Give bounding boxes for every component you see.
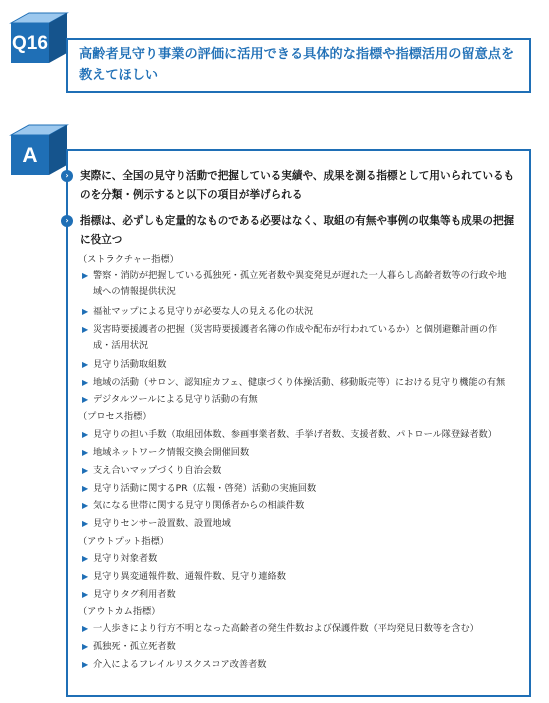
category-label: （ストラクチャー指標） — [78, 254, 179, 265]
list-item: ▶ 地域の活動（サロン、認知症カフェ、健康づくり体操活動、移動販売等）における見守り機能の有無 — [82, 375, 512, 391]
a-badge: A — [22, 144, 38, 167]
list-item: ▶ 警察・消防が把握している孤独死・孤立死者数や異変発見が遅れた一人暮らし高齢者数等の行政や地域への情報提供状況 — [82, 270, 507, 297]
triangle-bullet-icon: ▶ — [82, 448, 89, 457]
triangle-bullet-icon: ▶ — [82, 378, 89, 387]
list-item: ▶ 一人歩きにより行方不明となった高齢者の発生件数および保護件数（平均発見日数等を含む） — [82, 621, 512, 637]
triangle-bullet-icon: ▶ — [82, 590, 89, 599]
q-cube-icon — [7, 9, 69, 63]
list-item: ▶ 支え合いマップづくり自治会数 — [82, 463, 512, 479]
list-item: ▶ デジタルツールによる見守り活動の有無 — [82, 392, 512, 408]
list-item: ▶ 気になる世帯に関する見守り関係者からの相談件数 — [82, 498, 512, 514]
triangle-bullet-icon: ▶ — [82, 325, 89, 334]
list-item: ▶ 見守り異変通報件数、通報件数、見守り連絡数 — [82, 569, 512, 585]
triangle-bullet-icon: ▶ — [82, 519, 89, 528]
category-label: （アウトプット指標） — [78, 536, 169, 547]
list-item: ▶ 見守り活動に関するPR（広報・啓発）活動の実施回数 — [82, 481, 512, 497]
category-label: （プロセス指標） — [78, 411, 152, 422]
triangle-bullet-icon: ▶ — [82, 484, 89, 493]
answer-bullet: › 指標は、必ずしも定量的なものである必要はなく、取組の有無や事例の収集等も成果の把握に役立つ — [80, 212, 520, 250]
list-item: ▶ 見守り活動取組数 — [82, 357, 512, 373]
chevron-circle-icon: › — [61, 170, 73, 182]
answer-bullet: › 実際に、全国の見守り活動で把握している実績や、成果を測る指標として用いられているものを分類・例示すると以下の項目が挙げられる — [80, 167, 520, 205]
chevron-circle-icon: › — [61, 215, 73, 227]
list-item: ▶ 地域ネットワーク情報交換会開催回数 — [82, 445, 512, 461]
list-item: ▶ 見守りタグ利用者数 — [82, 587, 512, 603]
triangle-bullet-icon: ▶ — [82, 642, 89, 651]
list-item: ▶ 福祉マップによる見守りが必要な人の見える化の状況 — [82, 304, 512, 320]
list-item: ▶ 災害時要援護者の把握（災害時要援護者名簿の作成や配布が行われているか）と個別避難計画の作成・活用状況 — [82, 324, 498, 351]
list-item: ▶ 見守りセンサー設置数、設置地域 — [82, 516, 512, 532]
triangle-bullet-icon: ▶ — [82, 572, 89, 581]
triangle-bullet-icon: ▶ — [82, 466, 89, 475]
triangle-bullet-icon: ▶ — [82, 360, 89, 369]
triangle-bullet-icon: ▶ — [82, 501, 89, 510]
triangle-bullet-icon: ▶ — [82, 660, 89, 669]
triangle-bullet-icon: ▶ — [82, 395, 89, 404]
a-cube-icon — [7, 121, 69, 175]
q-badge: Q16 — [12, 33, 48, 54]
question-title: 高齢者見守り事業の評価に活用できる具体的な指標や指標活用の留意点を教えてほしい — [79, 47, 515, 83]
triangle-bullet-icon: ▶ — [82, 271, 89, 280]
list-item: ▶ 見守りの担い手数（取組団体数、参画事業者数、手挙げ者数、支援者数、パトロール隊登録者数） — [82, 427, 512, 443]
triangle-bullet-icon: ▶ — [82, 307, 89, 316]
list-item: ▶ 孤独死・孤立死者数 — [82, 639, 512, 655]
list-item: ▶ 介入によるフレイルリスクスコア改善者数 — [82, 657, 512, 673]
list-item: ▶ 見守り対象者数 — [82, 551, 512, 567]
triangle-bullet-icon: ▶ — [82, 430, 89, 439]
category-label: （アウトカム指標） — [78, 606, 161, 617]
triangle-bullet-icon: ▶ — [82, 554, 89, 563]
triangle-bullet-icon: ▶ — [82, 624, 89, 633]
